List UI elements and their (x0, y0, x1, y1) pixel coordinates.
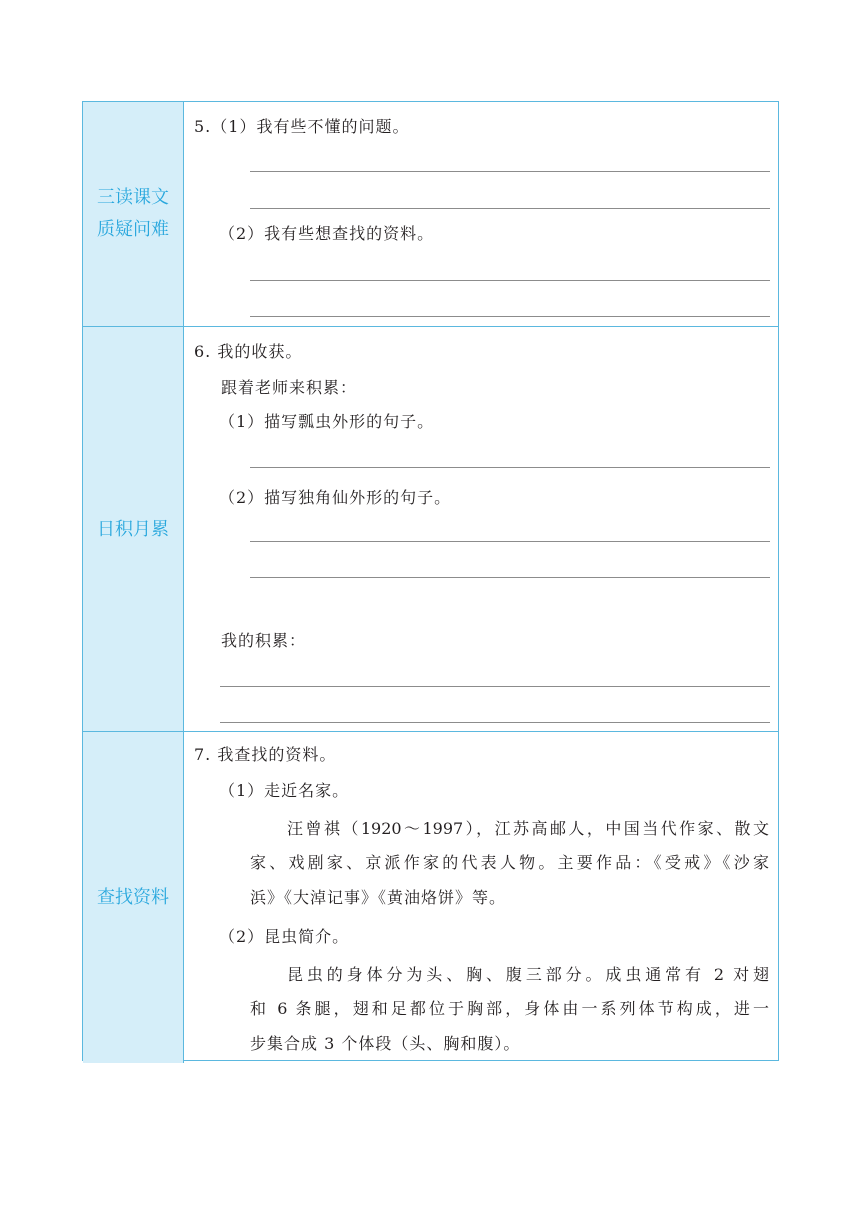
label-text: 日积月累 (97, 518, 169, 540)
label-text: 查找资料 (97, 886, 169, 908)
row-research (83, 731, 778, 1063)
question-6-2: （2）描写独角仙外形的句子。 (219, 488, 452, 507)
section-label-research (83, 732, 184, 1063)
question-7: 7. 我查找的资料。 (194, 745, 337, 764)
question-5-2: （2）我有些想查找的资料。 (219, 224, 435, 243)
subheading-author: （1）走近名家。 (219, 781, 350, 800)
intro-text: 跟着老师来积累： (221, 378, 358, 397)
label-line-1: 三读课文 (97, 187, 169, 208)
worksheet-table (82, 101, 779, 1061)
answer-line[interactable] (250, 316, 770, 317)
paragraph-line: 汪曾祺（1920～1997），江苏高邮人，中国当代作家、散文 (287, 819, 769, 838)
paragraph-line: 和 6 条腿，翅和足都位于胸部，身体由一系列体节构成，进一 (250, 999, 769, 1018)
section-label-accumulation (83, 327, 184, 732)
section-label-reading (83, 102, 184, 326)
question-6-1: （1）描写瓢虫外形的句子。 (219, 412, 435, 431)
section-content-research (184, 732, 778, 1063)
answer-line[interactable] (250, 541, 770, 542)
answer-line[interactable] (250, 208, 770, 209)
paragraph-line: 浜》《大淖记事》《黄油烙饼》等。 (250, 888, 507, 907)
answer-line[interactable] (220, 722, 770, 723)
my-accumulation-label: 我的积累： (221, 631, 307, 650)
question-6: 6. 我的收获。 (194, 342, 303, 361)
section-content-reading (184, 102, 778, 326)
subheading-insects: （2）昆虫简介。 (219, 927, 350, 946)
section-content-accumulation (184, 327, 778, 732)
answer-line[interactable] (250, 171, 770, 172)
paragraph-line: 步集合成 3 个体段（头、胸和腹）。 (250, 1034, 521, 1053)
answer-line[interactable] (250, 577, 770, 578)
label-line-2: 质疑问难 (97, 219, 169, 240)
answer-line[interactable] (250, 467, 770, 468)
paragraph-line: 家、戏剧家、京派作家的代表人物。主要作品：《受戒》《沙家 (250, 853, 769, 872)
question-5: 5.（1）我有些不懂的问题。 (194, 117, 410, 136)
paragraph-line: 昆虫的身体分为头、胸、腹三部分。成虫通常有 2 对翅 (287, 965, 769, 984)
row-accumulation (83, 326, 778, 732)
answer-line[interactable] (250, 280, 770, 281)
answer-line[interactable] (220, 686, 770, 687)
row-question-reading (83, 102, 778, 326)
